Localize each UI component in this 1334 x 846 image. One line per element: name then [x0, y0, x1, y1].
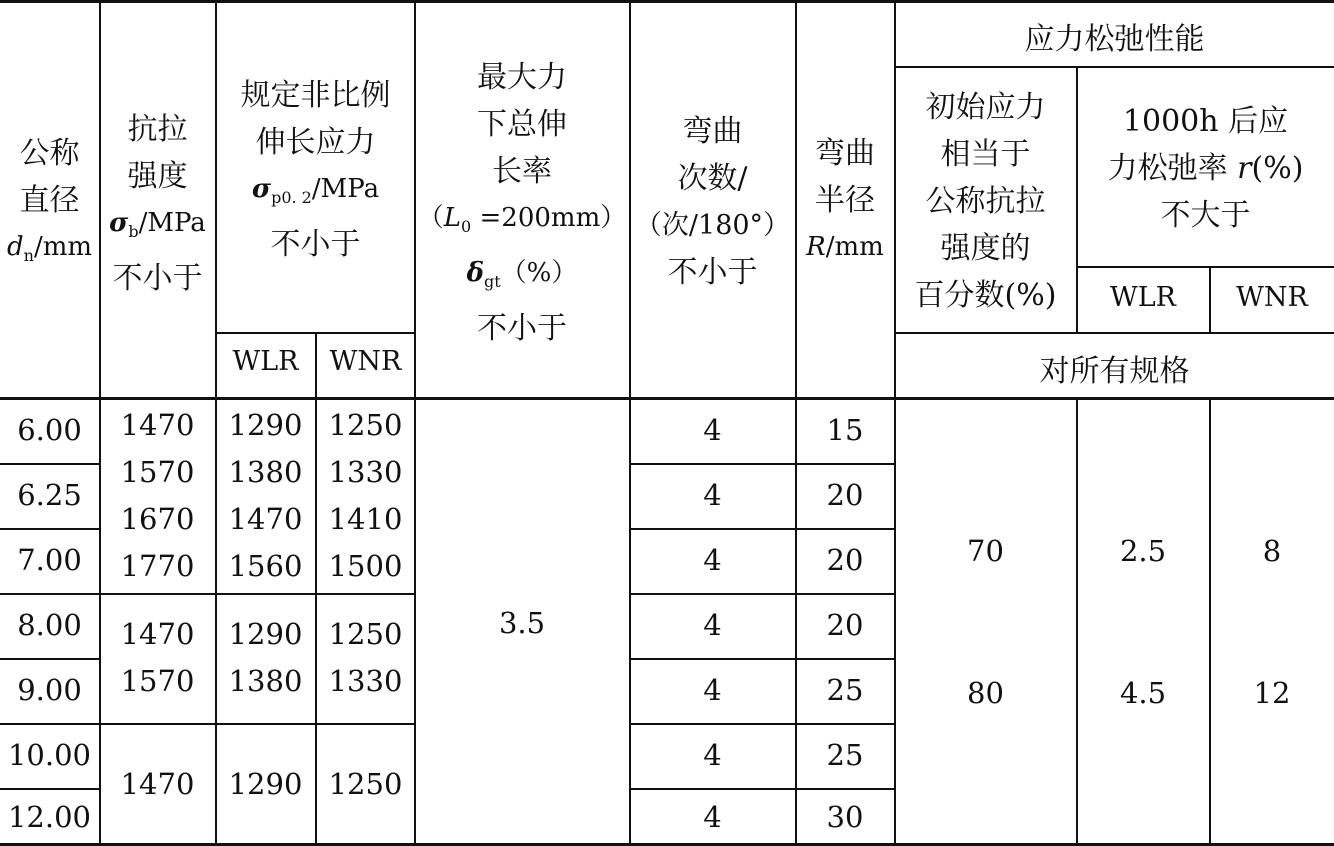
rule — [1077, 266, 1334, 268]
bend-count-cell: 4 — [703, 673, 722, 707]
rule — [0, 463, 100, 465]
proof-wnr-value: 1250 — [328, 617, 403, 651]
proof-wnr-value: 1500 — [328, 549, 403, 583]
bend-radius-cell: 15 — [826, 413, 864, 447]
diameter-cell: 7.00 — [17, 543, 82, 577]
initial-stress-value: 80 — [967, 676, 1004, 710]
proof-wlr-value: 1290 — [228, 408, 303, 442]
proof-wlr-value: 1380 — [228, 455, 303, 489]
header-initial-stress: 初始应力 相当于 公称抗拉 强度的 百分数(%) — [914, 90, 1057, 313]
header-proof-wlr: WLR — [232, 346, 299, 377]
header-relax-wnr: WNR — [1236, 282, 1308, 313]
header-relaxation-rate: 1000h 后应 力松弛率 r(%) 不大于 — [1107, 104, 1304, 233]
diameter-cell: 10.00 — [7, 738, 92, 772]
header-all-specs: 对所有规格 — [1039, 354, 1190, 389]
relax-wnr-value: 8 — [1262, 534, 1282, 568]
table-top-border — [0, 0, 1334, 3]
bend-radius-cell: 20 — [826, 478, 864, 512]
diameter-cell: 8.00 — [17, 608, 82, 642]
relax-wnr-value: 12 — [1253, 676, 1291, 710]
header-relaxation-title: 应力松弛性能 — [1024, 22, 1205, 57]
proof-wlr-value: 1380 — [228, 664, 303, 698]
tensile-value: 1570 — [120, 664, 195, 698]
proof-wnr-value: 1410 — [328, 502, 403, 536]
diameter-cell: 12.00 — [7, 800, 92, 834]
bend-count-cell: 4 — [703, 413, 722, 447]
tensile-value: 1470 — [120, 617, 195, 651]
diameter-cell: 9.00 — [17, 673, 82, 707]
tensile-value: 1670 — [120, 502, 195, 536]
rule — [630, 788, 895, 790]
tensile-value: 1470 — [120, 767, 195, 801]
rule — [0, 723, 415, 725]
diameter-cell: 6.25 — [17, 478, 82, 512]
relax-wlr-value: 4.5 — [1119, 676, 1167, 710]
rule — [1209, 397, 1211, 846]
proof-wlr-value: 1560 — [228, 549, 303, 583]
rule — [0, 788, 100, 790]
bend-radius-cell: 25 — [826, 673, 864, 707]
rule — [630, 593, 895, 595]
header-proof-wnr: WNR — [329, 346, 402, 377]
bend-count-cell: 4 — [703, 800, 722, 834]
header-relax-wlr: WLR — [1109, 282, 1176, 313]
header-elongation: 最大力 下总伸 长率 $(L_0 =200mm)$ $\delta_{gt}(\%)$ 不小于 — [417, 60, 627, 346]
proof-wnr-value: 1330 — [328, 664, 403, 698]
rule — [630, 723, 895, 725]
rule — [0, 658, 100, 660]
tensile-value: 1470 — [120, 408, 195, 442]
table-bottom-border — [0, 843, 1334, 846]
proof-wnr-value: 1330 — [328, 455, 403, 489]
initial-stress-value: 70 — [967, 534, 1004, 568]
bend-radius-cell: 20 — [826, 543, 864, 577]
proof-wnr-value: 1250 — [328, 767, 403, 801]
rule — [630, 528, 895, 530]
header-tensile-strength: 抗拉 强度 $\sigma_b$/MPa 不小于 — [109, 112, 206, 296]
tensile-value: 1770 — [120, 549, 195, 583]
bend-radius-cell: 25 — [826, 738, 864, 772]
header-bend-count: 弯曲 次数/ （次/180°） 不小于 — [634, 114, 791, 290]
rule — [630, 658, 895, 660]
relax-wlr-value: 2.5 — [1119, 534, 1167, 568]
proof-wlr-value: 1290 — [228, 767, 303, 801]
rule — [895, 332, 1334, 334]
bend-radius-cell: 30 — [826, 800, 864, 834]
bend-count-cell: 4 — [703, 738, 722, 772]
rule — [895, 66, 1334, 68]
header-proof-stress: 规定非比例 伸长应力 $\sigma_{p0. 2}$/MPa 不小于 — [240, 78, 391, 262]
header-diameter: 公称 直径 $d_n/mm$ — [6, 136, 93, 265]
bend-count-cell: 4 — [703, 478, 722, 512]
header-bend-radius: 弯曲 半径 R/mm — [806, 136, 884, 262]
proof-wnr-value: 1250 — [328, 408, 403, 442]
header-bottom-border — [0, 397, 1334, 400]
proof-wlr-value: 1290 — [228, 617, 303, 651]
bend-count-cell: 4 — [703, 543, 722, 577]
rule — [630, 463, 895, 465]
proof-wlr-value: 1470 — [228, 502, 303, 536]
rule — [0, 593, 415, 595]
rule — [0, 528, 100, 530]
diameter-cell: 6.00 — [17, 413, 82, 447]
bend-count-cell: 4 — [703, 608, 722, 642]
elongation-value: 3.5 — [498, 606, 546, 640]
bend-radius-cell: 20 — [826, 608, 864, 642]
tensile-value: 1570 — [120, 455, 195, 489]
rule — [1076, 397, 1078, 846]
